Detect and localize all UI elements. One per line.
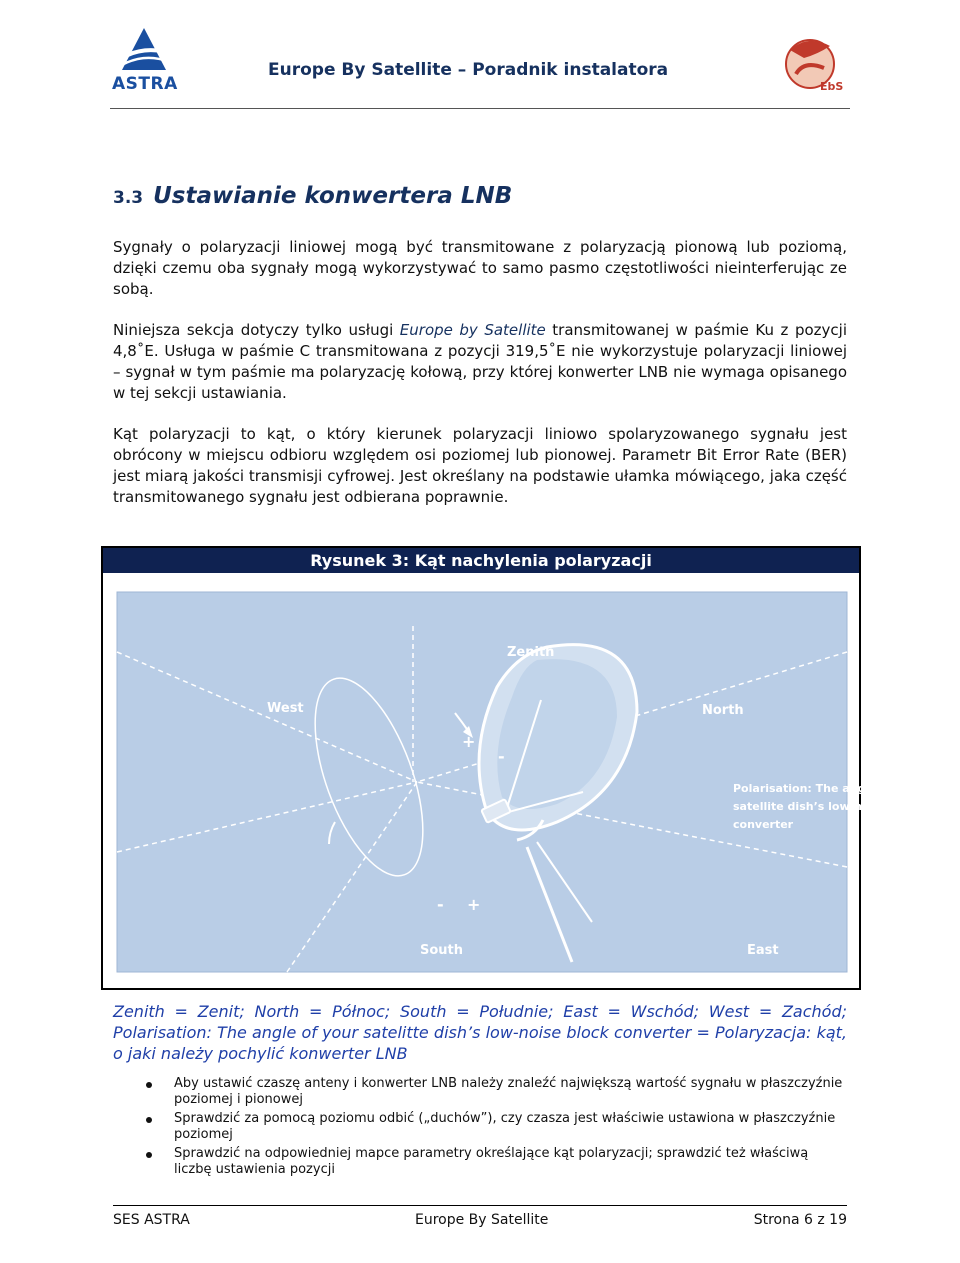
footer-company: SES ASTRA xyxy=(113,1212,190,1228)
figure-caption: Zenith = Zenit; North = Północ; South = Południe; East = Wschód; West = Zachód; Polarisation: The angle of your satelitte dish’s low-noise block converter = Polaryzacja: kąt, o jaki należy pochylić konwerter LNB xyxy=(113,1002,847,1063)
polarization-diagram xyxy=(117,592,925,972)
astra-logo-text: ASTRA xyxy=(112,74,178,94)
section-number: 3.3 xyxy=(113,188,144,208)
label-minus-top: - xyxy=(498,747,505,766)
list-item xyxy=(146,1076,846,1108)
ebs-logo-text: EbS xyxy=(820,80,844,93)
section-heading: Ustawianie konwertera LNB xyxy=(153,183,513,209)
label-west: West xyxy=(267,701,304,716)
list-item xyxy=(146,1111,846,1143)
label-minus-bottom: - xyxy=(437,895,444,914)
service-name: Europe by Satellite xyxy=(399,321,546,339)
list-item-text: Sprawdzić za pomocą poziomu odbić („duchów”), czy czasza jest właściwie ustawiona w płaszczyźnie poziomej xyxy=(174,1111,836,1142)
label-north: North xyxy=(702,703,744,718)
astra-triangle-icon xyxy=(110,24,180,76)
bullet-dot xyxy=(146,1152,152,1158)
paragraph-scope xyxy=(113,320,847,404)
paragraph-polarization: Sygnały o polaryzacji liniowej mogą być transmitowane z polaryzacją pionową lub poziomą, dzięki czemu oba sygnały mogą wykorzystywać to samo pasmo częstotliwości nieinterferując ze sobą. xyxy=(113,238,847,298)
instruction-list xyxy=(146,1076,846,1181)
figure-title: Rysunek 3: Kąt nachylenia polaryzacji xyxy=(103,548,859,573)
label-plus-bottom: + xyxy=(467,895,481,914)
ebs-logo xyxy=(774,24,844,96)
label-plus-top: + xyxy=(462,732,476,751)
page-number: Strona 6 z 19 xyxy=(753,1212,847,1228)
page-footer xyxy=(113,1205,847,1234)
page-header xyxy=(110,18,850,109)
paragraph-angle: Kąt polaryzacji to kąt, o który kierunek polaryzacji liniowo spolaryzowanego sygnału jest obrócony w miejscu odbioru względem osi poziomej lub pionowej. Parametr Bit Error Rate (BER) jest miarą jakości transmisji cyfrowej. Jest określany na podstawie ułamka mówiącego, jaka część transmitowanego sygnału jest odbierana poprawnie. xyxy=(113,425,847,506)
paragraph-scope-part1: Niniejsza sekcja dotyczy tylko usługi xyxy=(113,321,400,339)
astra-logo xyxy=(110,24,180,94)
label-zenith: Zenith xyxy=(507,645,555,660)
label-south: South xyxy=(420,943,464,958)
figure-polarization xyxy=(101,546,925,990)
bullet-dot xyxy=(146,1082,152,1088)
list-item-text: Aby ustawić czaszę anteny i konwerter LNB należy znaleźć największą wartość sygnału w płaszczyźnie poziomej i pionowej xyxy=(174,1076,843,1107)
label-east: East xyxy=(747,943,779,958)
paragraph-scope-part2: transmitowanej w paśmie Ku z pozycji 4,8˚E. Usługa w paśmie C transmitowana z pozycji 319,5˚E nie wykorzystuje polaryzacji liniowej – sygnał w tym paśmie ma polaryzację kołową, przy której konwerter LNB nie wymaga opisanego w tej sekcji ustawiania. xyxy=(113,321,847,402)
section-title xyxy=(113,183,512,209)
polarisation-note-1: Polarisation: The angle of your xyxy=(733,782,925,795)
list-item xyxy=(146,1146,846,1178)
footer-title: Europe By Satellite xyxy=(415,1212,549,1228)
header-title: Europe By Satellite – Poradnik instalatora xyxy=(268,60,669,80)
list-item-text: Sprawdzić na odpowiedniej mapce parametry określające kąt polaryzacji; sprawdzić też właściwą liczbę ustawienia pozycji xyxy=(174,1146,809,1177)
polarisation-note-2: satellite dish’s low-noise block xyxy=(733,800,925,813)
polarisation-note-3: converter xyxy=(733,818,794,831)
bullet-dot xyxy=(146,1117,152,1123)
